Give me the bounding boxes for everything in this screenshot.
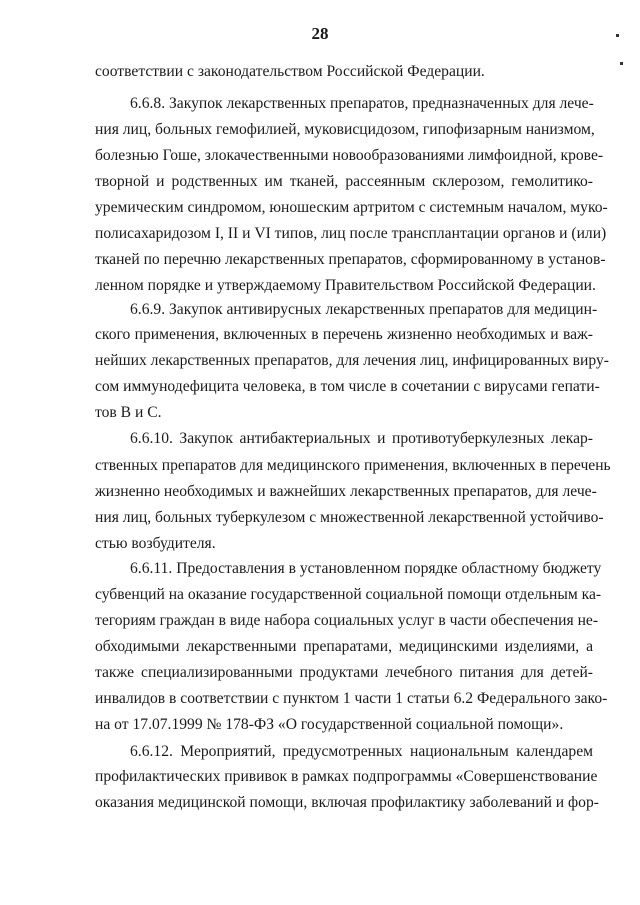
text-line: жизненно необходимых и важнейших лекарственных препаратов, для лече- <box>95 483 597 500</box>
text-line: на от 17.07.1999 № 178-ФЗ «О государственной социальной помощи». <box>95 716 564 733</box>
paragraph-6-6-8-first-line: 6.6.8. Закупок лекарственных препаратов, предназначенных для лече- <box>130 95 594 112</box>
paragraph-6-6-9-first-line: 6.6.9. Закупок антивирусных лекарственных препаратов для медицин- <box>130 301 598 318</box>
text-line: ния лиц, больных туберкулезом с множественной лекарственной устойчиво- <box>95 509 604 526</box>
text-line: ственных препаратов для медицинского применения, включенных в перечень <box>95 457 611 474</box>
text-line: тов В и С. <box>95 404 162 421</box>
text-line: обходимыми лекарственными препаратами, медицинскими изделиями, а <box>95 638 593 655</box>
text-line: ленном порядке и утверждаемому Правительством Российской Федерации. <box>95 277 596 294</box>
text-line: стью возбудителя. <box>95 535 216 552</box>
text-line: тегориям граждан в виде набора социальных услуг в части обеспечения не- <box>95 612 599 629</box>
text-line: болезнью Гоше, злокачественными новообразованиями лимфоидной, крове- <box>95 147 604 164</box>
scan-speck <box>620 62 623 65</box>
text-line: уремическим синдромом, юношеским артритом с системным началом, муко- <box>95 199 608 216</box>
paragraph-6-6-11-first-line: 6.6.11. Предоставления в установленном порядке областному бюджету <box>130 560 602 577</box>
scan-speck <box>616 34 619 37</box>
text-line: субвенций на оказание государственной социальной помощи отдельным ка- <box>95 586 602 603</box>
text-line: оказания медицинской помощи, включая профилактику заболеваний и фор- <box>95 794 599 811</box>
page-number: 28 <box>311 24 329 43</box>
text-line: тканей по перечню лекарственных препаратов, сформированному в установ- <box>95 251 606 268</box>
text-line: инвалидов в соответствии с пунктом 1 части 1 статьи 6.2 Федерального зако- <box>95 690 608 707</box>
paragraph-6-6-12-first-line: 6.6.12. Мероприятий, предусмотренных национальным календарем <box>130 743 593 760</box>
text-line: также специализированными продуктами лечебного питания для детей- <box>95 664 593 681</box>
text-line: полисахаридозом I, II и VI типов, лиц после трансплантации органов и (или) <box>95 225 607 242</box>
text-line: ского применения, включенных в перечень жизненно необходимых и важ- <box>95 326 593 343</box>
text-line: ния лиц, больных гемофилией, муковисцидозом, гипофизарным нанизмом, <box>95 121 595 138</box>
paragraph-6-6-10-first-line: 6.6.10. Закупок антибактериальных и противотуберкулезных лекар- <box>130 430 593 447</box>
text-line: творной и родственных им тканей, рассеянным склерозом, гемолитико- <box>95 173 593 190</box>
text-line: нейших лекарственных препаратов, для лечения лиц, инфицированных виру- <box>95 352 609 369</box>
text-line: профилактических прививок в рамках подпрограммы «Совершенствование <box>95 768 598 785</box>
text-line: соответствии с законодательством Российской Федерации. <box>95 63 485 80</box>
text-line: сом иммунодефицита человека, в том числе в сочетании с вирусами гепати- <box>95 378 600 395</box>
